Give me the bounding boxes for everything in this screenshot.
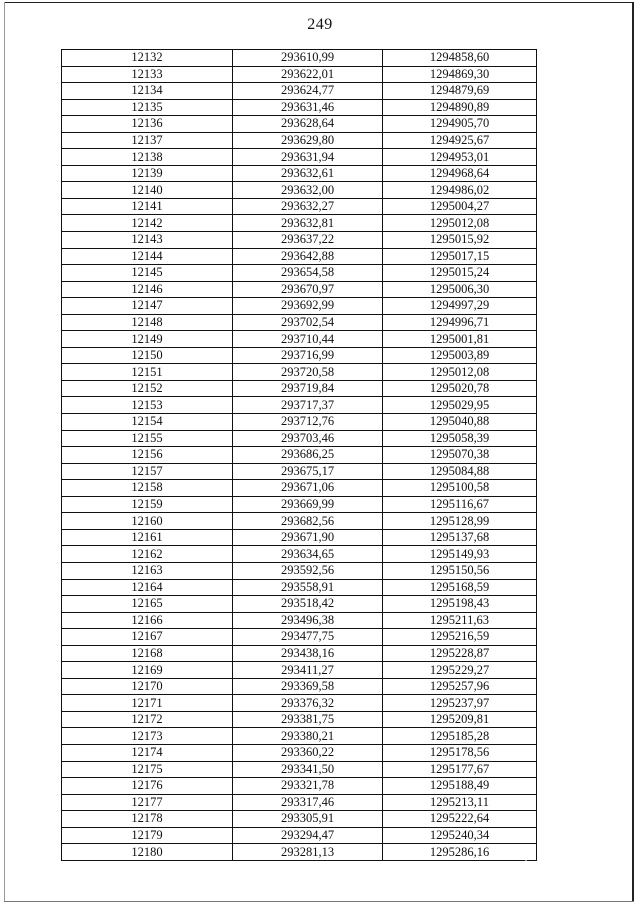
y-coordinate-cell: 1294869,30: [383, 66, 537, 83]
y-coordinate-cell: 1295137,68: [383, 529, 537, 546]
x-coordinate-cell: 293360,22: [233, 744, 383, 761]
y-coordinate-cell: 1295070,38: [383, 447, 537, 464]
x-coordinate-cell: 293369,58: [233, 678, 383, 695]
y-coordinate-cell: 1295222,64: [383, 811, 537, 828]
point-number-cell: 12157: [62, 463, 233, 480]
table-row: [62, 347, 537, 364]
table-row: [62, 711, 537, 728]
x-coordinate-cell: 293592,56: [233, 562, 383, 579]
y-coordinate-cell: 1295084,88: [383, 463, 537, 480]
x-coordinate-cell: 293294,47: [233, 827, 383, 844]
x-coordinate-cell: 293558,91: [233, 579, 383, 596]
y-coordinate-cell: 1294968,64: [383, 165, 537, 182]
x-coordinate-cell: 293411,27: [233, 662, 383, 679]
point-number-cell: 12168: [62, 645, 233, 662]
table-row: [62, 248, 537, 265]
table-row: [62, 562, 537, 579]
table-row: [62, 232, 537, 249]
point-number-cell: 12163: [62, 562, 233, 579]
point-number-cell: 12143: [62, 232, 233, 249]
point-number-cell: 12151: [62, 364, 233, 381]
y-coordinate-cell: 1294986,02: [383, 182, 537, 199]
point-number-cell: 12171: [62, 695, 233, 712]
x-coordinate-cell: 293692,99: [233, 298, 383, 315]
point-number-cell: 12137: [62, 132, 233, 149]
point-number-cell: 12158: [62, 480, 233, 497]
x-coordinate-cell: 293629,80: [233, 132, 383, 149]
scan-edge-top: [4, 2, 634, 3]
x-coordinate-cell: 293622,01: [233, 66, 383, 83]
y-coordinate-cell: 1295185,28: [383, 728, 537, 745]
table-row: [62, 463, 537, 480]
y-coordinate-cell: 1295003,89: [383, 347, 537, 364]
point-number-cell: 12145: [62, 265, 233, 282]
point-number-cell: 12178: [62, 811, 233, 828]
x-coordinate-cell: 293642,88: [233, 248, 383, 265]
x-coordinate-cell: 293703,46: [233, 430, 383, 447]
table-row: [62, 414, 537, 431]
table-row: [62, 678, 537, 695]
point-number-cell: 12172: [62, 711, 233, 728]
point-number-cell: 12147: [62, 298, 233, 315]
x-coordinate-cell: 293719,84: [233, 380, 383, 397]
x-coordinate-cell: 293305,91: [233, 811, 383, 828]
table-row: [62, 165, 537, 182]
y-coordinate-cell: 1295168,59: [383, 579, 537, 596]
table-row: [62, 380, 537, 397]
table-row: [62, 314, 537, 331]
x-coordinate-cell: 293380,21: [233, 728, 383, 745]
y-coordinate-cell: 1295213,11: [383, 794, 537, 811]
x-coordinate-cell: 293477,75: [233, 629, 383, 646]
x-coordinate-cell: 293710,44: [233, 331, 383, 348]
y-coordinate-cell: 1295178,56: [383, 744, 537, 761]
table-row: [62, 728, 537, 745]
point-number-cell: 12138: [62, 149, 233, 166]
point-number-cell: 12136: [62, 116, 233, 133]
y-coordinate-cell: 1295228,87: [383, 645, 537, 662]
table-row: [62, 662, 537, 679]
table-row: [62, 447, 537, 464]
table-row: [62, 579, 537, 596]
y-coordinate-cell: 1295177,67: [383, 761, 537, 778]
y-coordinate-cell: 1295128,99: [383, 513, 537, 530]
table-row: [62, 827, 537, 844]
point-number-cell: 12135: [62, 99, 233, 116]
point-number-cell: 12150: [62, 347, 233, 364]
point-number-cell: 12134: [62, 83, 233, 100]
y-coordinate-cell: 1295188,49: [383, 778, 537, 795]
x-coordinate-cell: 293632,81: [233, 215, 383, 232]
scan-speck: [525, 860, 527, 861]
point-number-cell: 12177: [62, 794, 233, 811]
x-coordinate-cell: 293496,38: [233, 612, 383, 629]
point-number-cell: 12155: [62, 430, 233, 447]
table-row: [62, 546, 537, 563]
table-row: [62, 116, 537, 133]
point-number-cell: 12144: [62, 248, 233, 265]
table-row: [62, 778, 537, 795]
point-number-cell: 12179: [62, 827, 233, 844]
table-row: [62, 513, 537, 530]
page-number: 249: [307, 16, 333, 33]
table-row: [62, 149, 537, 166]
table-row: [62, 198, 537, 215]
table-row: [62, 66, 537, 83]
scan-edge-right: [632, 2, 634, 902]
table-row: [62, 281, 537, 298]
x-coordinate-cell: 293720,58: [233, 364, 383, 381]
x-coordinate-cell: 293682,56: [233, 513, 383, 530]
x-coordinate-cell: 293632,61: [233, 165, 383, 182]
x-coordinate-cell: 293632,27: [233, 198, 383, 215]
point-number-cell: 12173: [62, 728, 233, 745]
x-coordinate-cell: 293669,99: [233, 496, 383, 513]
x-coordinate-cell: 293712,76: [233, 414, 383, 431]
table-row: [62, 364, 537, 381]
y-coordinate-cell: 1294905,70: [383, 116, 537, 133]
point-number-cell: 12149: [62, 331, 233, 348]
point-number-cell: 12133: [62, 66, 233, 83]
x-coordinate-cell: 293341,50: [233, 761, 383, 778]
y-coordinate-cell: 1294996,71: [383, 314, 537, 331]
y-coordinate-cell: 1295240,34: [383, 827, 537, 844]
point-number-cell: 12142: [62, 215, 233, 232]
x-coordinate-cell: 293634,65: [233, 546, 383, 563]
table-row: [62, 695, 537, 712]
y-coordinate-cell: 1295100,58: [383, 480, 537, 497]
table-row: [62, 298, 537, 315]
x-coordinate-cell: 293670,97: [233, 281, 383, 298]
point-number-cell: 12161: [62, 529, 233, 546]
x-coordinate-cell: 293675,17: [233, 463, 383, 480]
point-number-cell: 12153: [62, 397, 233, 414]
y-coordinate-cell: 1294858,60: [383, 50, 537, 67]
point-number-cell: 12140: [62, 182, 233, 199]
point-number-cell: 12139: [62, 165, 233, 182]
table-row: [62, 794, 537, 811]
table-row: [62, 596, 537, 613]
x-coordinate-cell: 293717,37: [233, 397, 383, 414]
y-coordinate-cell: 1295149,93: [383, 546, 537, 563]
table-row: [62, 265, 537, 282]
table-row: [62, 744, 537, 761]
table-row: [62, 496, 537, 513]
table-row: [62, 529, 537, 546]
x-coordinate-cell: 293632,00: [233, 182, 383, 199]
point-number-cell: 12141: [62, 198, 233, 215]
table-row: [62, 480, 537, 497]
y-coordinate-cell: 1295116,67: [383, 496, 537, 513]
point-number-cell: 12164: [62, 579, 233, 596]
table-row: [62, 182, 537, 199]
x-coordinate-cell: 293637,22: [233, 232, 383, 249]
y-coordinate-cell: 1295012,08: [383, 215, 537, 232]
y-coordinate-cell: 1295216,59: [383, 629, 537, 646]
y-coordinate-cell: 1295004,27: [383, 198, 537, 215]
x-coordinate-cell: 293654,58: [233, 265, 383, 282]
table-row: [62, 215, 537, 232]
point-number-cell: 12176: [62, 778, 233, 795]
x-coordinate-cell: 293686,25: [233, 447, 383, 464]
x-coordinate-cell: 293671,06: [233, 480, 383, 497]
coordinates-table: [61, 49, 537, 861]
x-coordinate-cell: 293631,94: [233, 149, 383, 166]
point-number-cell: 12152: [62, 380, 233, 397]
coordinates-table-body: [62, 50, 537, 861]
x-coordinate-cell: 293610,99: [233, 50, 383, 67]
y-coordinate-cell: 1295015,24: [383, 265, 537, 282]
table-row: [62, 645, 537, 662]
point-number-cell: 12180: [62, 844, 233, 861]
x-coordinate-cell: 293518,42: [233, 596, 383, 613]
y-coordinate-cell: 1294997,29: [383, 298, 537, 315]
y-coordinate-cell: 1295229,27: [383, 662, 537, 679]
table-row: [62, 761, 537, 778]
x-coordinate-cell: 293671,90: [233, 529, 383, 546]
point-number-cell: 12174: [62, 744, 233, 761]
table-row: [62, 83, 537, 100]
point-number-cell: 12166: [62, 612, 233, 629]
x-coordinate-cell: 293716,99: [233, 347, 383, 364]
table-row: [62, 629, 537, 646]
point-number-cell: 12170: [62, 678, 233, 695]
y-coordinate-cell: 1295029,95: [383, 397, 537, 414]
x-coordinate-cell: 293376,32: [233, 695, 383, 712]
y-coordinate-cell: 1294890,89: [383, 99, 537, 116]
y-coordinate-cell: 1295015,92: [383, 232, 537, 249]
y-coordinate-cell: 1295058,39: [383, 430, 537, 447]
y-coordinate-cell: 1295257,96: [383, 678, 537, 695]
table-row: [62, 331, 537, 348]
y-coordinate-cell: 1295211,63: [383, 612, 537, 629]
scan-edge-bottom: [4, 901, 634, 902]
point-number-cell: 12175: [62, 761, 233, 778]
table-row: [62, 844, 537, 861]
y-coordinate-cell: 1294953,01: [383, 149, 537, 166]
y-coordinate-cell: 1294925,67: [383, 132, 537, 149]
point-number-cell: 12165: [62, 596, 233, 613]
point-number-cell: 12148: [62, 314, 233, 331]
point-number-cell: 12154: [62, 414, 233, 431]
table-row: [62, 811, 537, 828]
x-coordinate-cell: 293321,78: [233, 778, 383, 795]
y-coordinate-cell: 1295040,88: [383, 414, 537, 431]
y-coordinate-cell: 1295209,81: [383, 711, 537, 728]
x-coordinate-cell: 293631,46: [233, 99, 383, 116]
point-number-cell: 12169: [62, 662, 233, 679]
table-row: [62, 430, 537, 447]
y-coordinate-cell: 1295286,16: [383, 844, 537, 861]
table-row: [62, 99, 537, 116]
y-coordinate-cell: 1295150,56: [383, 562, 537, 579]
x-coordinate-cell: 293628,64: [233, 116, 383, 133]
y-coordinate-cell: 1295017,15: [383, 248, 537, 265]
scan-edge-left: [4, 2, 5, 902]
table-row: [62, 397, 537, 414]
x-coordinate-cell: 293624,77: [233, 83, 383, 100]
x-coordinate-cell: 293381,75: [233, 711, 383, 728]
y-coordinate-cell: 1295012,08: [383, 364, 537, 381]
table-row: [62, 50, 537, 67]
x-coordinate-cell: 293702,54: [233, 314, 383, 331]
y-coordinate-cell: 1295198,43: [383, 596, 537, 613]
point-number-cell: 12156: [62, 447, 233, 464]
x-coordinate-cell: 293281,13: [233, 844, 383, 861]
y-coordinate-cell: 1295020,78: [383, 380, 537, 397]
y-coordinate-cell: 1295006,30: [383, 281, 537, 298]
point-number-cell: 12159: [62, 496, 233, 513]
point-number-cell: 12132: [62, 50, 233, 67]
point-number-cell: 12160: [62, 513, 233, 530]
y-coordinate-cell: 1295001,81: [383, 331, 537, 348]
x-coordinate-cell: 293317,46: [233, 794, 383, 811]
table-row: [62, 612, 537, 629]
x-coordinate-cell: 293438,16: [233, 645, 383, 662]
point-number-cell: 12162: [62, 546, 233, 563]
y-coordinate-cell: 1294879,69: [383, 83, 537, 100]
point-number-cell: 12167: [62, 629, 233, 646]
point-number-cell: 12146: [62, 281, 233, 298]
y-coordinate-cell: 1295237,97: [383, 695, 537, 712]
table-row: [62, 132, 537, 149]
